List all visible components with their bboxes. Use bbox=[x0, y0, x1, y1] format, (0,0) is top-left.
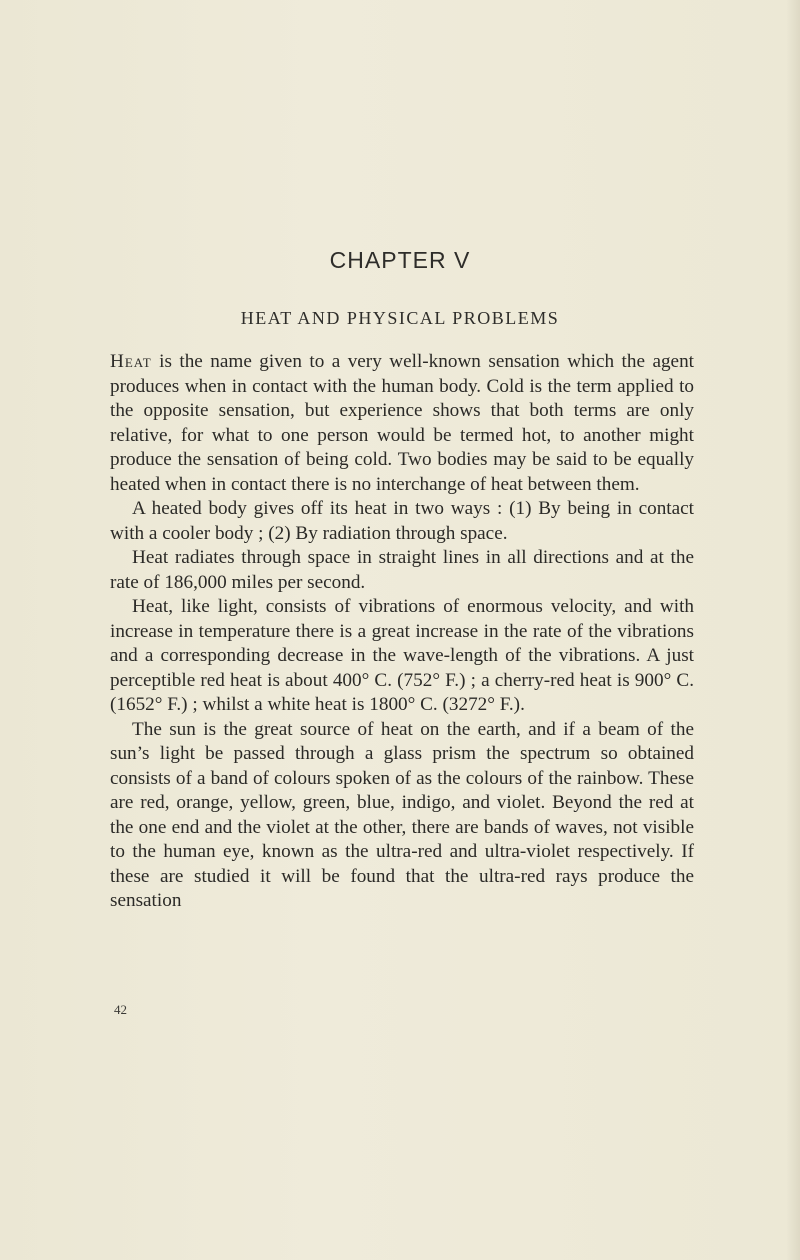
paragraph-5: The sun is the great source of heat on the earth, and if a beam of the sun’s light be passed through a glass prism the spectrum so obtained consists of a band of colours spoken of as the colours of the rainbow. These are red, orange, yellow, green, blue, indigo, and violet. Beyond the red at the one end and the violet at the other, there are bands of waves, not visible to the human eye, known as the ultra-red and ultra-violet respectively. If these are studied it will be found that the ultra-red rays produce the sensation bbox=[110, 718, 694, 911]
paragraph-2: A heated body gives off its heat in two ways : (1) By being in contact with a cooler body ; (2) By radiation through space. bbox=[110, 498, 694, 544]
paragraph-4: Heat, like light, consists of vibrations of enormous velocity, and with increase in temperature there is a great increase in the rate of the vibrations and a corresponding decrease in the wave-length of the vibrations. A just perceptible red heat is about 400° C. (752° F.) ; a cherry-red heat is 900° C. (1652° F.) ; whilst a white heat is 1800° C. (3272° F.). bbox=[110, 596, 694, 715]
paragraph-1 bbox=[110, 350, 694, 497]
page-edge-shadow bbox=[786, 0, 800, 1260]
paragraph-3: Heat radiates through space in straight lines in all directions and at the rate of 186,000 miles per second. bbox=[110, 547, 694, 593]
section-title: HEAT AND PHYSICAL PROBLEMS bbox=[240, 308, 560, 328]
chapter-title: CHAPTER V bbox=[329, 247, 471, 273]
body-text bbox=[110, 350, 694, 914]
paragraph-lead-word: Heat bbox=[110, 351, 152, 372]
page-number: 42 bbox=[114, 1002, 127, 1017]
paragraph-text: is the name given to a very well-known sensation which the agent produces when in contact with the human body. Cold is the term applied to the opposite sensation, but experience shows that both terms are only relative, for what to one person would be termed hot, to another might produce the sensation of being cold. Two bodies may be said to be equally heated when in contact there is no interchange of heat between them. bbox=[110, 351, 694, 495]
